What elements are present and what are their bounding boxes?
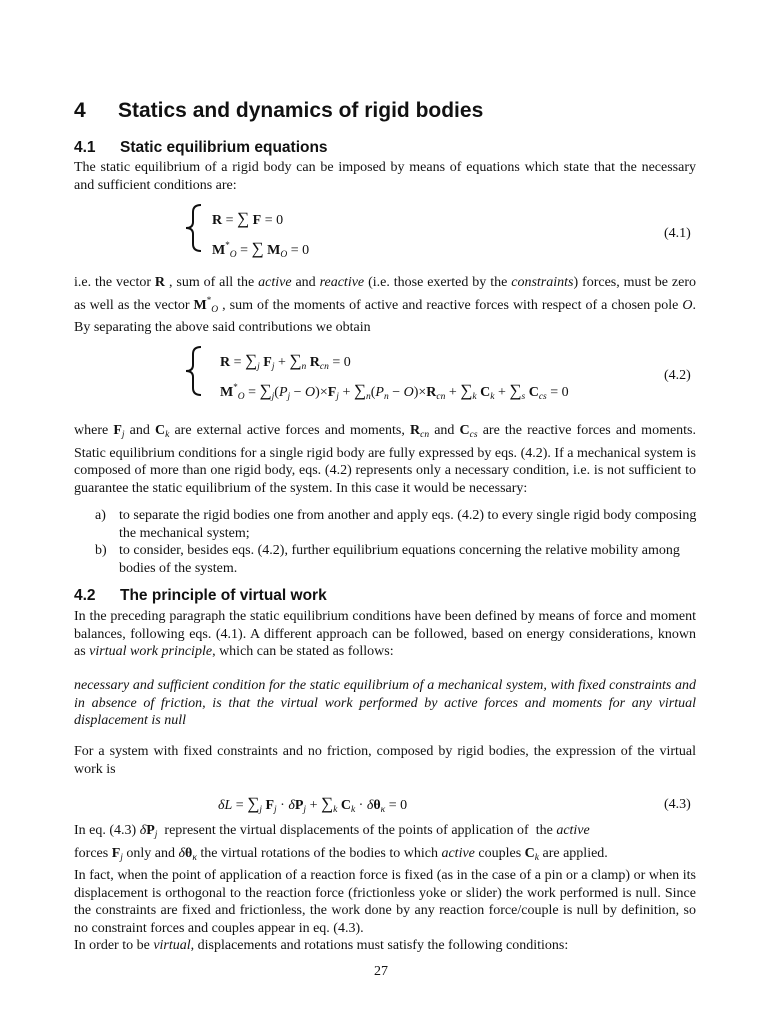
virtual-conditions-paragraph: In order to be virtual, displacements and rotations must satisfy the following conditions: <box>74 938 569 953</box>
external-forces-paragraph: where $F_j$ and $C_k$ are external active forces and moments, $R_{cn}$ and $C_{cs}$ are the reactive forces and moments. Static equilibrium conditions for a single rigid body are fully expressed by eqs. (4.2). If a mechanical system is composed of more than one rigid body, eqs. (4.2) represents only a necessary condition, i.e. is not sufficient to guarantee the static equilibrium of the system. In this case it would be necessary: <box>74 423 697 496</box>
eq-4-3-number: (4.3) <box>664 797 691 812</box>
conditions-list <box>95 507 697 577</box>
list-item-text: to separate the rigid bodies one from another and apply eqs. (4.2) to every single rigid body composing the mechanical system; <box>119 508 697 541</box>
section-title: The principle of virtual work <box>120 587 327 604</box>
reaction-work-paragraph: In fact, when the point of application of a reaction force is fixed (as in the case of a pin or a clamp) or when its displacement is orthogonal to the reaction force (frictionless yoke or slider) the work performed is null. Since the constraints are fixed and frictionless, the work done by any reaction force/couple is null by definition, so no constraint forces and couples appear in eq. (4.3). <box>74 868 696 936</box>
page-number: 27 <box>374 964 388 979</box>
section-heading-4-1 <box>74 138 328 158</box>
list-item-label: a) <box>95 508 106 523</box>
eq-4-1-line1: R = ∑ F = 0 <box>212 209 284 228</box>
chapter-number: 4 <box>74 99 86 122</box>
list-item <box>95 507 697 542</box>
virtual-work-expression-paragraph: For a system with fixed constraints and no friction, composed by rigid bodies, the expression of the virtual work is <box>74 744 696 777</box>
intro-paragraph: The static equilibrium of a rigid body can be imposed by means of equations which state that the necessary and sufficient conditions are: <box>74 160 696 193</box>
list-item-label: b) <box>95 543 107 559</box>
left-brace-eq-4-2 <box>184 346 204 396</box>
section-number: 4.1 <box>74 139 96 156</box>
eq-4-2-line2: $M^*_O = \sum_j(P_j - O)\times F_j + \sum_n(P_n - O)\times R_{cn} + \sum_k$ $C_k + \sum_s$ $C_{cs} = 0$ <box>220 381 569 402</box>
left-brace-eq-4-1 <box>184 204 204 252</box>
virtual-work-intro-paragraph: In the preceding paragraph the static equilibrium conditions have been defined by means of force and moment balances, following eqs. (4.1). A different approach can be followed, based on energy considerations, known as virtual work principle, which can be stated as follows: <box>74 609 696 660</box>
eq-4-2-line1: $R = \sum_j$ $F_j + \sum_n$ $R_{cn} = 0$ <box>220 351 351 372</box>
list-item-text: to consider, besides eqs. (4.2), further equilibrium equations concerning the relative mobility among bodies of the system. <box>119 543 680 576</box>
section-heading-4-2 <box>74 586 327 606</box>
eq-4-2-number: (4.2) <box>664 368 691 383</box>
eq-4-3: $\delta L = \sum_j$ $F_j \cdot \delta P_j + \sum_k$ $C_k \cdot \delta\theta_\kappa = 0$ <box>218 794 408 815</box>
chapter-title: Statics and dynamics of rigid bodies <box>118 99 484 122</box>
virtual-rotations-paragraph: forces $F_j$ only and $\delta\theta_\kappa$ the virtual rotations of the bodies to which active couples $C_k$ are applied. <box>74 846 608 863</box>
eq-4-1-line2: $M^*_O$ = ∑ $M_O = 0$ <box>212 239 310 260</box>
list-item <box>95 542 697 577</box>
vector-sum-paragraph: i.e. the vector R , sum of all the active and reactive (i.e. those exerted by the constraints) forces, must be zero as well as the vector $M^*_O$ , sum of the moments of active and reactive forces with respect of a chosen pole O. By separating the above said contributions we obtain <box>74 275 696 336</box>
section-title: Static equilibrium equations <box>120 139 328 156</box>
virtual-displacements-paragraph: In eq. (4.3) $\delta P_j$ represent the virtual displacements of the points of application of the active <box>74 823 590 840</box>
principle-statement: necessary and sufficient condition for the static equilibrium of a mechanical system, with fixed constraints and in absence of friction, is that the virtual work performed by active forces and moments for any virtual displacement is null <box>74 678 696 729</box>
chapter-heading <box>74 96 483 126</box>
eq-4-1-number: (4.1) <box>664 226 691 241</box>
section-number: 4.2 <box>74 587 96 604</box>
